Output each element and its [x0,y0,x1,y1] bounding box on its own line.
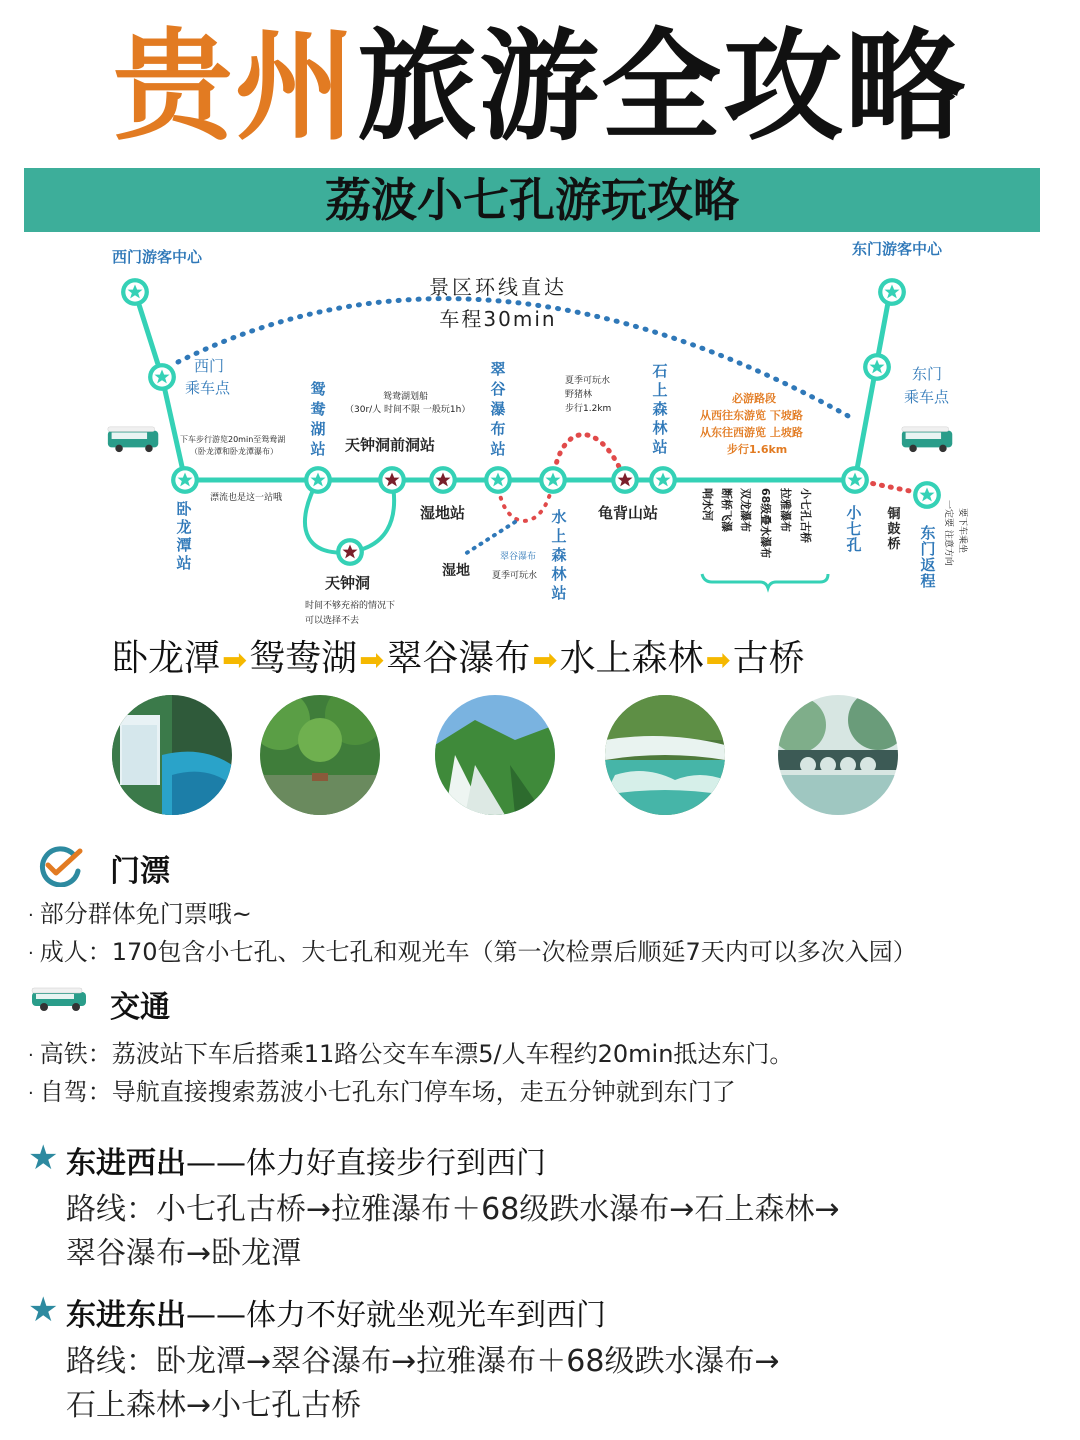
plan1-desc: ——体力好直接步行到西门 [186,1146,546,1181]
label-boat-note-1: 鸳鸯湖划船 [383,392,429,402]
label-tianzhong-front: 天钟洞前洞站 [345,436,436,454]
arrow-right-icon: ➡ [222,643,248,678]
label-walk-note-1: 下车步行游览20min至鸳鸯湖 [180,435,286,444]
station-east-center [878,278,906,306]
char: 鼓 [887,522,901,537]
transport-item: 自驾：导航直接搜索荔波小七孔东门停车场，走五分钟就到东门了 [39,1078,736,1106]
label-shuishang [551,508,567,602]
station-wetland [429,466,457,494]
station-west-center [121,278,149,306]
station-cuigu [484,466,512,494]
station-wolongtan [171,466,199,494]
spot-xiangshuihe: 响水河 [701,488,714,521]
plan1-route-1: 路线：小七孔古桥→拉雅瀑布＋68级跌水瀑布→石上森林→ [66,1192,840,1227]
spot-68: 68级叠水瀑布 [759,488,772,559]
label-wetland: 湿地 [442,563,470,579]
spot-bridge: 小七孔古桥 [799,488,812,543]
plan2-route-1: 路线：卧龙潭→翠谷瀑布→拉雅瀑布＋68级跌水瀑布→ [66,1344,780,1379]
spot-duanqiao: 断桥飞瀑 [720,488,733,532]
star-icon: ★ [28,1138,59,1178]
label-guibei: 龟背山站 [598,504,659,522]
label-west-stop-2: 乘车点 [185,379,231,397]
transport-title: 交通 [110,990,170,1025]
label-loop-2: 车程30min [439,307,557,331]
label-loop-1: 景区环线直达 [429,275,567,299]
bullet-dot: · [28,1082,34,1104]
label-summer-1: 夏季可玩水 [565,376,611,386]
label-yuanyang [310,380,325,458]
char: 桥 [887,537,901,552]
route-stop: 古桥 [732,638,805,679]
label-walk-note-2: （卧龙潭和卧龙潭瀑布） [190,447,278,456]
char: 潭 [176,536,192,554]
label-tianzhong: 天钟洞 [325,574,371,592]
route-stop: 鸳鸯湖 [249,638,358,679]
char: 石 [652,362,668,380]
bus-icon [28,982,92,1016]
char: 站 [551,584,567,602]
tickets-title: 门漂 [110,854,170,889]
char: 鸯 [310,400,326,418]
bullet-dot: · [28,942,34,964]
plan1-head: 东进西出 [66,1146,186,1181]
photo-shuishang [605,695,725,815]
list-item [28,894,252,929]
bullet-dot: · [28,1044,34,1066]
label-shishang [652,362,668,456]
plan1-route-2: 翠谷瀑布→卧龙潭 [66,1236,302,1271]
plan2-heading [66,1290,606,1334]
label-wetland-station: 湿地站 [420,504,466,522]
station-shishang [649,466,677,494]
station-west-stop [148,363,176,391]
label-east-stop-2: 乘车点 [904,388,950,406]
route-stop: 卧龙潭 [112,638,221,679]
label-drift-note: 漂流也是这一站哦 [210,493,283,503]
char: 谷 [490,380,506,398]
label-wolongtan [176,500,192,572]
photo-wolongtan [112,695,232,815]
photo-cuigu [435,695,555,815]
label-return [920,524,935,590]
char: 站 [176,554,192,572]
station-tianzhong [336,538,364,566]
label-must-3: 从东往西游览 上坡路 [700,426,803,439]
label-must-4: 步行1.6km [727,443,788,456]
route-stop: 翠谷瀑布 [386,638,531,679]
return-note-2: 一定要 注意方向 [943,500,953,566]
label-cuigu-note: 夏季可玩水 [492,571,538,581]
label-cuigu [490,360,505,458]
label-west-center: 西门游客中心 [112,248,203,266]
station-shuishang [539,466,567,494]
plan2-head: 东进东出 [66,1298,186,1333]
transport-item: 高铁：荔波站下车后搭乘11路公交车车漂5/人车程约20min抵达东门。 [39,1040,794,1068]
station-tianzhong-front [378,466,406,494]
char: 龙 [176,518,192,536]
recommended-route [112,630,805,681]
char: 林 [652,419,668,437]
spot-laya: 拉雅瀑布 [779,488,792,532]
list-item [28,1072,736,1107]
list-item [28,932,917,967]
char: 东 [920,524,936,542]
char: 湖 [310,420,326,438]
char: 森 [652,400,668,418]
route-map [0,232,1080,632]
char: 铜 [887,507,901,522]
check-circle-icon [34,843,86,887]
char: 小 [846,504,862,522]
char: 门 [920,540,936,558]
list-item [28,1034,793,1069]
char: 返 [920,556,936,574]
plan1-heading [66,1138,546,1182]
char: 站 [490,440,506,458]
star-icon: ★ [28,1290,59,1330]
label-tianzhong-note-1: 时间不够充裕的情况下 [305,601,396,611]
arrow-right-icon: ➡ [359,643,385,678]
char: 鸳 [310,380,326,398]
subtitle-banner: 荔波小七孔游玩攻略 [24,168,1040,232]
route-stop: 水上森林 [559,638,704,679]
char: 水 [551,508,567,526]
char: 站 [310,440,326,458]
station-yuanyang [304,466,332,494]
char: 孔 [846,536,862,554]
char: 布 [490,420,506,438]
title-rest: 旅游全攻略 [357,18,967,157]
char: 上 [551,527,567,545]
title-guizhou: 贵州 [113,18,357,157]
station-guibei [611,466,639,494]
station-east-stop [863,353,891,381]
station-xiaoqikong [841,466,869,494]
label-west-stop-1: 西门 [194,357,225,375]
char: 卧 [176,500,192,518]
label-summer-3: 步行1.2km [565,404,612,414]
tickets-item: 成人：170包含小七孔、大七孔和观光车（第一次检票后顺延7天内可以多次入园） [39,938,917,966]
label-tonggu [886,506,901,552]
label-east-center: 东门游客中心 [852,240,943,258]
label-summer-2: 野猪林 [565,390,593,400]
char: 程 [920,572,936,590]
char: 瀑 [490,400,506,418]
label-east-stop-1: 东门 [912,365,943,383]
wetland-branch [465,522,515,554]
label-must-2: 从西往东游览 下坡路 [700,409,803,422]
char: 站 [652,438,668,456]
label-xiaoqikong [846,504,862,554]
char: 七 [846,520,862,538]
spot-shuanglong: 双龙瀑布 [739,488,752,532]
label-tianzhong-note-2: 可以选择不去 [305,616,360,626]
plan2-desc: ——体力不好就坐观光车到西门 [186,1298,606,1333]
page-title [0,18,1080,158]
tickets-item: 部分群体免门票哦~ [39,900,252,928]
station-east-return [913,481,941,509]
photo-yuanyanghu [260,695,380,815]
char: 翠 [490,360,506,378]
bullet-dot: · [28,904,34,926]
label-cuigu-small: 翠谷瀑布 [500,552,537,562]
label-must-1: 必游路段 [732,392,776,405]
char: 林 [551,565,567,583]
must-see-brace [702,574,828,588]
arrow-right-icon: ➡ [705,643,731,678]
return-note-1: 要下车乘坐 [957,508,967,554]
bus-icon-east [902,427,952,452]
arrow-right-icon: ➡ [532,643,558,678]
char: 上 [652,381,668,399]
plan2-route-2: 石上森林→小七孔古桥 [66,1388,362,1423]
bus-icon-west [108,427,158,452]
photo-bridge [778,695,898,815]
label-boat-note-2: （30r/人 时间不限 一般玩1h） [345,405,471,415]
char: 森 [551,546,567,564]
